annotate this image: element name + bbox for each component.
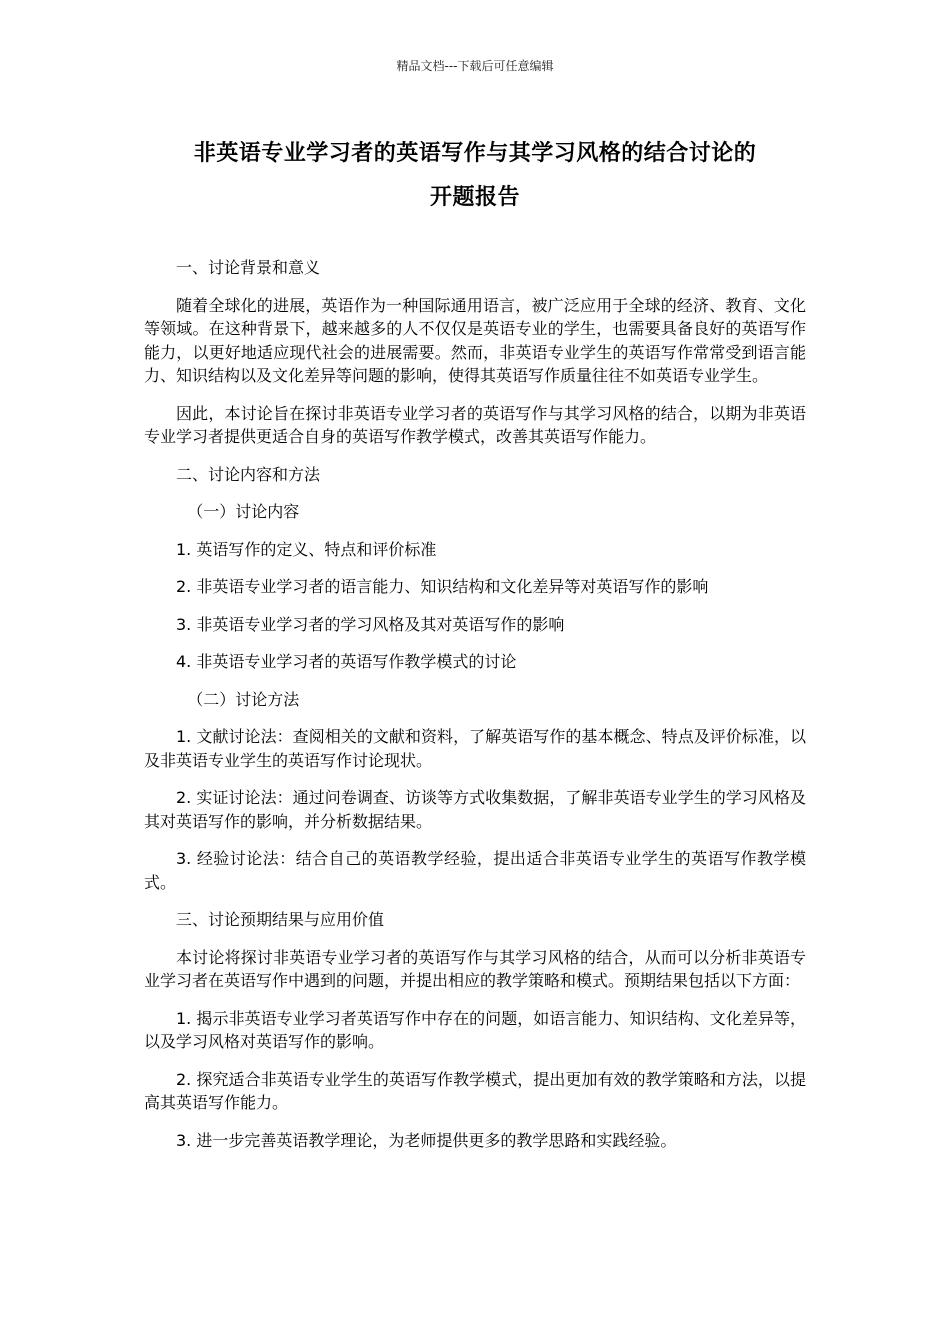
section-2-subheading-method: （二）讨论方法	[187, 689, 300, 709]
method-item-2: 2. 实证讨论法：通过问卷调查、访谈等方式收集数据，了解非英语专业学生的学习风格及其对英语写作的影响，并分析数据结果。	[144, 788, 806, 831]
result-item-1: 1. 揭示非英语专业学习者英语写作中存在的问题，如语言能力、知识结构、文化差异等，以及学习风格对英语写作的影响。	[144, 1008, 806, 1051]
section-3-intro: 本讨论将探讨非英语专业学习者的英语写作与其学习风格的结合，从而可以分析非英语专业学习者在英语写作中遇到的问题，并提出相应的教学策略和模式。预期结果包括以下方面：	[144, 947, 806, 990]
section-2-heading: 二、讨论内容和方法	[176, 464, 321, 484]
section-1-heading: 一、讨论背景和意义	[176, 258, 321, 277]
content-item-2: 2. 非英语专业学习者的语言能力、知识结构和文化差异等对英语写作的影响	[176, 577, 709, 596]
section-2-subheading-content: （一）讨论内容	[187, 502, 300, 521]
header-note: 精品文档---下载后可任意编辑	[396, 59, 554, 73]
method-item-1: 1. 文献讨论法：查阅相关的文献和资料，了解英语写作的基本概念、特点及评价标准，以及非英语专业学生的英语写作讨论现状。	[144, 727, 806, 770]
content-item-4: 4. 非英语专业学习者的英语写作教学模式的讨论	[176, 652, 517, 671]
title-line-1: 非英语专业学习者的英语写作与其学习风格的结合讨论的	[193, 141, 757, 166]
method-item-3: 3. 经验讨论法：结合自己的英语教学经验，提出适合非英语专业学生的英语写作教学模式。	[144, 849, 806, 892]
section-3-heading: 三、讨论预期结果与应用价值	[176, 910, 385, 929]
content-item-1: 1. 英语写作的定义、特点和评价标准	[176, 539, 437, 559]
result-item-3: 3. 进一步完善英语教学理论，为老师提供更多的教学思路和实践经验。	[176, 1130, 677, 1150]
content-item-3: 3. 非英语专业学习者的学习风格及其对英语写作的影响	[176, 614, 565, 634]
result-item-2: 2. 探究适合非英语专业学生的英语写作教学模式，提出更加有效的教学策略和方法，以提高其英语写作能力。	[144, 1069, 806, 1112]
document-body	[144, 256, 806, 1166]
section-1-paragraph-2: 因此，本讨论旨在探讨非英语专业学习者的英语写作与其学习风格的结合，以期为非英语专业学习者提供更适合自身的英语写作教学模式，改善其英语写作能力。	[144, 403, 806, 446]
section-1-paragraph-1: 随着全球化的进展，英语作为一种国际通用语言，被广泛应用于全球的经济、教育、文化等领域。在这种背景下，越来越多的人不仅仅是英语专业的学生，也需要具备良好的英语写作能力，以更好地适应现代社会的进展需要。然而，非英语专业学生的英语写作常常受到语言能力、知识结构以及文化差异等问题的影响，使得其英语写作质量往往不如英语专业学生。	[144, 295, 806, 385]
document-title	[100, 132, 850, 220]
title-line-2: 开题报告	[429, 185, 520, 210]
